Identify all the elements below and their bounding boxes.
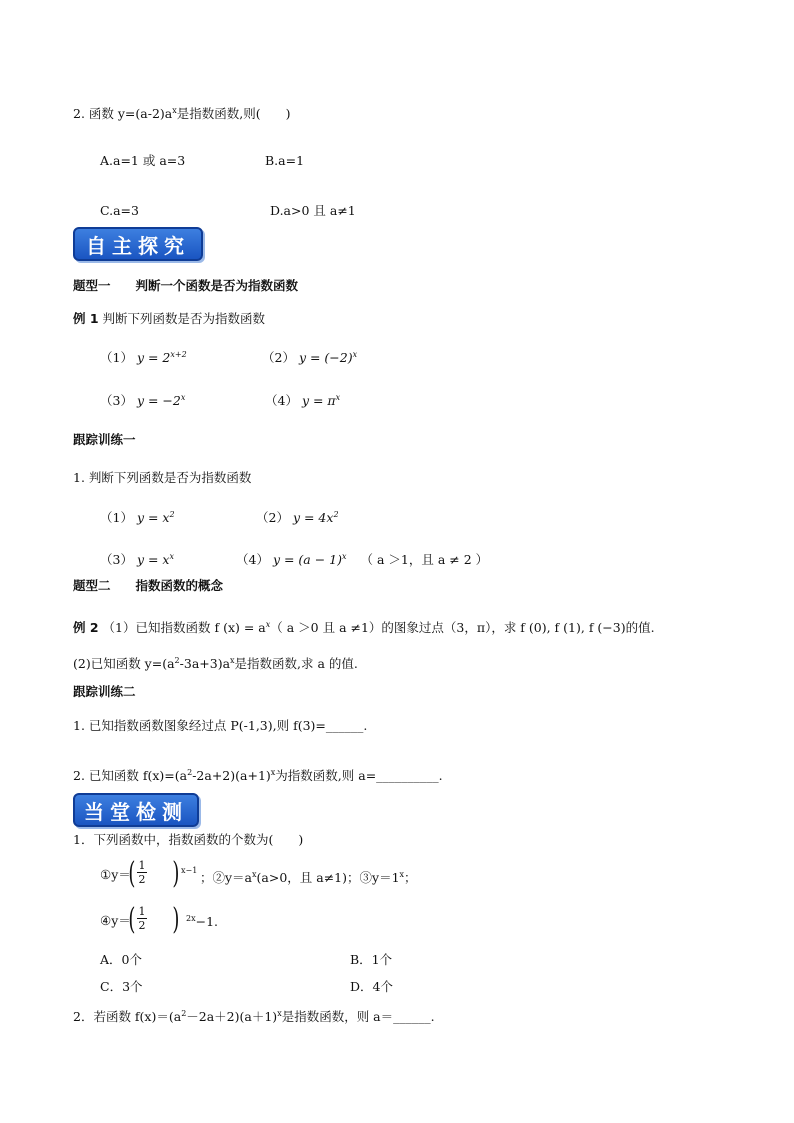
tracking-1-question: 1. 判断下列函数是否为指数函数 — [73, 470, 252, 485]
type-1-heading: 题型一 判断一个函数是否为指数函数 — [73, 278, 299, 293]
tracking-2-question-1: 1. 已知指数函数图象经过点 P(-1,3),则 f(3)=______. — [73, 718, 368, 733]
check-option-b: B．1个 — [350, 952, 393, 967]
check-question-2: 2．若函数 $f(x)=(a^2-2a+2)(a+1)^x$是指数函数，则 a＝______. — [73, 1009, 435, 1025]
check-line-2-start: ④y＝ — [100, 913, 131, 928]
option-b: B.a=1 — [265, 153, 305, 168]
example-1-title: 例 1 判断下列函数是否为指数函数 — [73, 311, 266, 326]
example-2-part-2: (2)已知函数 $y=(a^2-3a+3)a^x$是指数函数,求 a 的值. — [73, 656, 358, 672]
example-1-item-4: （4） $y = \pi^x$ — [265, 393, 341, 409]
right-paren: ) — [172, 902, 180, 937]
option-c: C.a=3 — [100, 203, 139, 218]
option-a: A.a=1 或 a=3 — [100, 153, 186, 168]
example-1-item-3: （3） $y = -2^x$ — [100, 393, 186, 409]
check-option-a: A．0个 — [100, 952, 142, 967]
tracking-1-heading: 跟踪训练一 — [73, 432, 136, 447]
tracking-1-item-1: （1） $y = x^2$ — [100, 510, 175, 526]
check-line-1-start: ①y＝ — [100, 867, 131, 882]
tracking-1-item-2: （2） $y = 4x^2$ — [256, 510, 339, 526]
check-line-1-rest: ；$②y=a^x(a>0$，且 a≠1)；$③y=1^x$； — [200, 870, 417, 886]
section-banner-explore: 自主探究 — [73, 227, 203, 261]
fraction-one-half-1: 1 2 — [138, 859, 146, 886]
example-1-item-2: （2） $y = (-2)^x$ — [262, 350, 358, 366]
tracking-1-item-4: （4） $y = (a - 1)^x$ （ a ＞1，且 a ≠ 2 ） — [236, 552, 489, 568]
example-2-part-1: 例 2 （1）已知指数函数 f $(x) = a^x$（ a ＞0 且 a ≠1）的图象过点（3，π），求 f (0), f (1), f (−3)的值. — [73, 620, 655, 636]
left-paren: ( — [128, 856, 136, 891]
example-1-item-1: （1） $y = 2^{x+2}$ — [100, 350, 187, 366]
fraction-one-half-2: 1 2 — [138, 905, 146, 932]
tracking-2-question-2: 2. 已知函数 $f(x)=(a^2-2a+2)(a+1)^x$为指数函数,则 a=__________. — [73, 768, 443, 784]
exponent-x-minus-1: x−1 — [181, 866, 198, 875]
question-2-stem: 2. 函数 $y=(a-2)a^x$是指数函数,则( ) — [73, 106, 291, 122]
check-line-2-rest: $^{2x}$−1. — [186, 914, 219, 930]
type-2-heading: 题型二 指数函数的概念 — [73, 578, 224, 593]
tracking-1-item-3: （3） $y = x^x$ — [100, 552, 174, 568]
right-paren: ) — [172, 856, 180, 891]
section-banner-check: 当堂检测 — [73, 793, 199, 827]
check-option-c: C．3个 — [100, 979, 143, 994]
option-d: D.a>0 且 a≠1 — [270, 203, 356, 218]
left-paren: ( — [128, 902, 136, 937]
tracking-2-heading: 跟踪训练二 — [73, 684, 136, 699]
check-question-1: 1．下列函数中，指数函数的个数为( ) — [73, 832, 304, 847]
check-option-d: D．4个 — [350, 979, 393, 994]
